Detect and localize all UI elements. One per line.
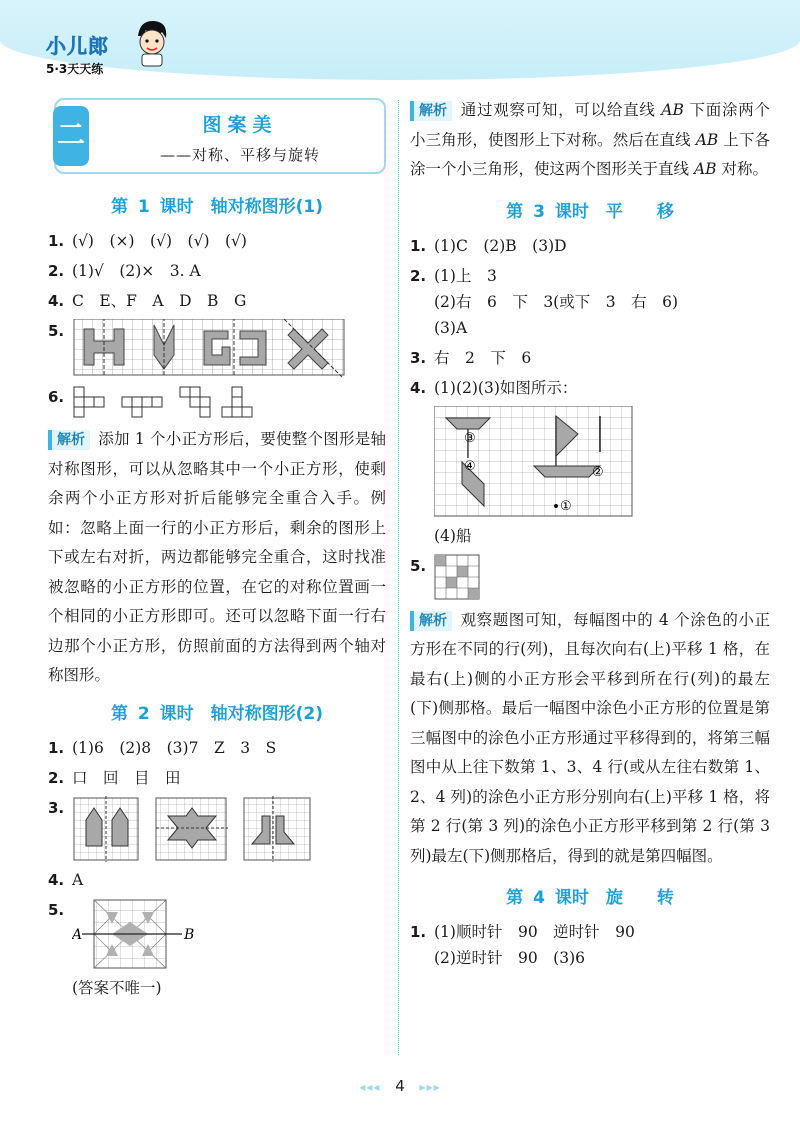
l3-q2: 2. (1)上 3 <box>410 266 497 285</box>
l4-q1b: (2)逆时针 90 (3)6 <box>434 949 585 967</box>
unit-title: 图案美 <box>202 114 278 136</box>
l1-q6-figure <box>72 385 302 419</box>
l3-q2b: (2)右 6 下 3(或下 3 右 6) <box>434 292 678 311</box>
l3-q5-figure <box>434 554 480 600</box>
l2-note: (答案不唯一) <box>72 978 162 997</box>
l2-q3-figure <box>72 796 312 862</box>
l3-q4: 4. (1)(2)(3)如图所示： <box>410 378 578 397</box>
unit-subtitle: ——对称、平移与旋转 <box>159 146 320 164</box>
header-band <box>0 0 800 80</box>
l2-q3: 3. <box>48 796 386 862</box>
page-number: 4 <box>395 1077 405 1095</box>
logo-title: 小儿郎 <box>46 34 109 58</box>
analysis-tag: 解析 <box>48 430 90 450</box>
l1-q1: 1. (√) (×) (√) (√) (√) <box>48 232 247 250</box>
l2-q2: 2. 口 回 目 田 <box>48 768 181 787</box>
l2-q5: 5. A B <box>48 898 386 970</box>
l3-q1: 1. (1)C (2)B (3)D <box>410 236 567 255</box>
l2-q4: 4. A <box>48 870 84 889</box>
l1-q4: 4. C E、F A D B G <box>48 292 247 310</box>
circle-label-4: ④ <box>464 458 476 474</box>
line-label-a: A <box>72 926 83 943</box>
l1-q2: 2. (1)√ (2)× 3. A <box>48 262 201 280</box>
page-footer <box>0 1077 800 1095</box>
analysis-tag: 解析 <box>410 611 452 631</box>
l3-q3: 3. 右 2 下 6 <box>410 348 532 367</box>
l1-q6: 6. <box>48 385 386 419</box>
circle-label-3: ③ <box>464 430 476 446</box>
l3-analysis: 解析 观察题图可知，每幅图中的 4 个涂色的小正方形在不同的行(列)，且每次向右(上)平移 1 格，在最右(上)侧的小正方形会平移到所在行(列)的最左(下)侧那格。最后一幅图中涂色小正方形的位置是第三幅图中的涂色小正方形通过平移得到的，将第三幅图中从上往下数第 1、3、4 行(或从左往右数第 1、2、4 列)的涂色小正方形分别向右(上)平移 1 格，将第 2 行(第 3 列)的涂色小正方形平移到第 2 行(第 3 列)最左(下)侧那格后，得到的就是第四幅图。 <box>410 610 770 865</box>
lesson-4-title: 第 4 课时 旋 转 <box>506 888 674 908</box>
l4-q1: 1. (1)顺时针 90 逆时针 90 <box>410 923 635 941</box>
lesson-3-title: 第 3 课时 平 移 <box>506 201 674 222</box>
analysis-tag: 解析 <box>410 101 452 121</box>
l1-analysis: 解析 添加 1 个小正方形后，要使整个图形是轴对称图形，可以从忽略其中一个小正方形，使剩余两个小正方形对折后能够完全重合入手。例如：忽略上面一行的小正方形后，剩余的图形上下或左右对折，两边都能够完全重合，这时找准被忽略的小正方形的位置，在它的对称位置画一个相同的小正方形即可。还可以忽略下面一行右边那个小正方形，仿照前面的方法得到两个轴对称图形。 <box>48 430 386 684</box>
circle-label-1: ① <box>560 498 572 514</box>
mascot-icon <box>132 18 172 68</box>
l1-q5: 5. <box>48 319 386 379</box>
unit-number: 二 <box>53 106 89 166</box>
circle-label-2: ② <box>592 464 604 480</box>
line-label-b: B <box>184 926 195 943</box>
l3-q4-answer: (4)船 <box>434 526 472 545</box>
logo <box>46 30 109 77</box>
column-divider <box>398 100 399 1055</box>
l3-q2c: (3)A <box>434 318 468 337</box>
l3-q5: 5. <box>410 554 770 600</box>
next-arrows-icon: ▸▸▸ <box>419 1080 441 1094</box>
right-column <box>410 96 770 976</box>
l2-q1: 1. (1)6 (2)8 (3)7 Z 3 S <box>48 738 277 757</box>
logo-subtitle: 5·3天天练 <box>46 62 104 76</box>
l1-q5-figure <box>72 319 350 379</box>
l2-q5-figure <box>72 898 202 970</box>
lesson-1-title: 第 1 课时 轴对称图形(1) <box>110 197 324 217</box>
lesson-2-title: 第 2 课时 轴对称图形(2) <box>110 703 324 724</box>
l3-q4-figure <box>434 406 634 518</box>
left-column <box>48 96 386 1006</box>
unit-header <box>54 98 386 174</box>
prev-arrows-icon: ◂◂◂ <box>359 1080 381 1094</box>
l2-analysis: 解析 通过观察可知，可以给直线 AB 下面涂两个小三角形，使图形上下对称。然后在直线 AB 上下各涂一个小三角形，使这两个图形关于直线 AB 对称。 <box>410 101 770 178</box>
